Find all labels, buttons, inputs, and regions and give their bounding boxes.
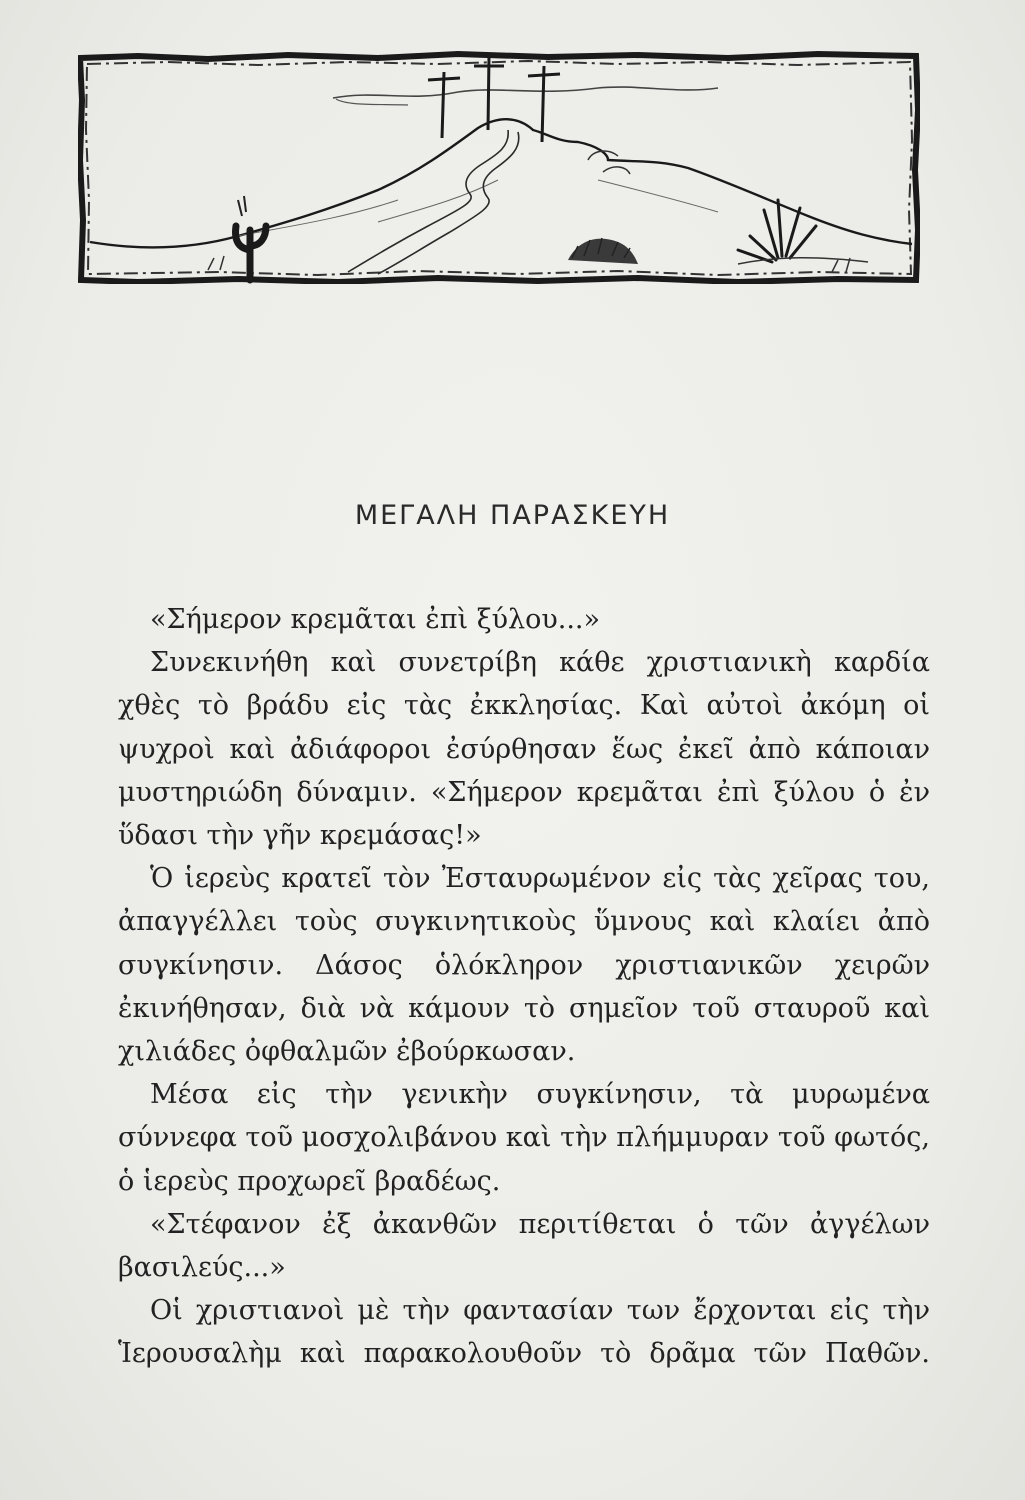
paragraph-2: Συνεκινήθη καὶ συνετρίβη κάθε χριστιανικὴ καρδία χθὲς τὸ βράδυ εἰς τὰς ἐκκλησίας. Καὶ αὐτοὶ ἀκόμη οἱ ψυχροὶ καὶ ἀδιάφοροι ἐσύρθησαν ἕως ἐκεῖ ἀπὸ κάποιαν μυστηριώδη δύναμιν. «Σήμερον κρεμᾶται ἐπὶ ξύλου ὁ ἐν ὕδασι τὴν γῆν κρεμάσας!»: [118, 647, 930, 852]
paragraph-4: Μέσα εἰς τὴν γενικὴν συγκίνησιν, τὰ μυρωμένα σύννεφα τοῦ μοσχολιβάνου καὶ τὴν πλήμμυραν τοῦ φωτός, ὁ ἱερεὺς προχωρεῖ βραδέως.: [118, 1079, 930, 1197]
calvary-three-crosses-illustration: [78, 50, 920, 284]
paragraph-5: «Στέφανον ἐξ ἀκανθῶν περιτίθεται ὁ τῶν ἀγγέλων βασιλεύς...»: [118, 1208, 930, 1284]
paragraph-1: «Σήμερον κρεμᾶται ἐπὶ ξύλου...»: [150, 604, 601, 635]
paragraph-6: Οἱ χριστιανοὶ μὲ τὴν φαντασίαν των ἔρχονται εἰς τὴν Ἱερουσαλὴμ καὶ παρακολουθοῦν τὸ δρᾶμα τῶν Παθῶν.: [118, 1295, 930, 1370]
body-text: [118, 598, 930, 1376]
paragraph-3: Ὁ ἱερεὺς κρατεῖ τὸν Ἐσταυρωμένον εἰς τὰς χεῖρας του, ἀπαγγέλλει τοὺς συγκινητικοὺς ὕμνους καὶ κλαίει ἀπὸ συγκίνησιν. Δάσος ὁλόκληρον χριστιανικῶν χειρῶν ἐκινήθησαν, διὰ νὰ κάμουν τὸ σημεῖον τοῦ σταυροῦ καὶ χιλιάδες ὀφθαλμῶν ἐβούρκωσαν.: [118, 863, 930, 1068]
page-title: ΜΕΓΑΛΗ ΠΑΡΑΣΚΕΥΗ: [354, 500, 671, 531]
